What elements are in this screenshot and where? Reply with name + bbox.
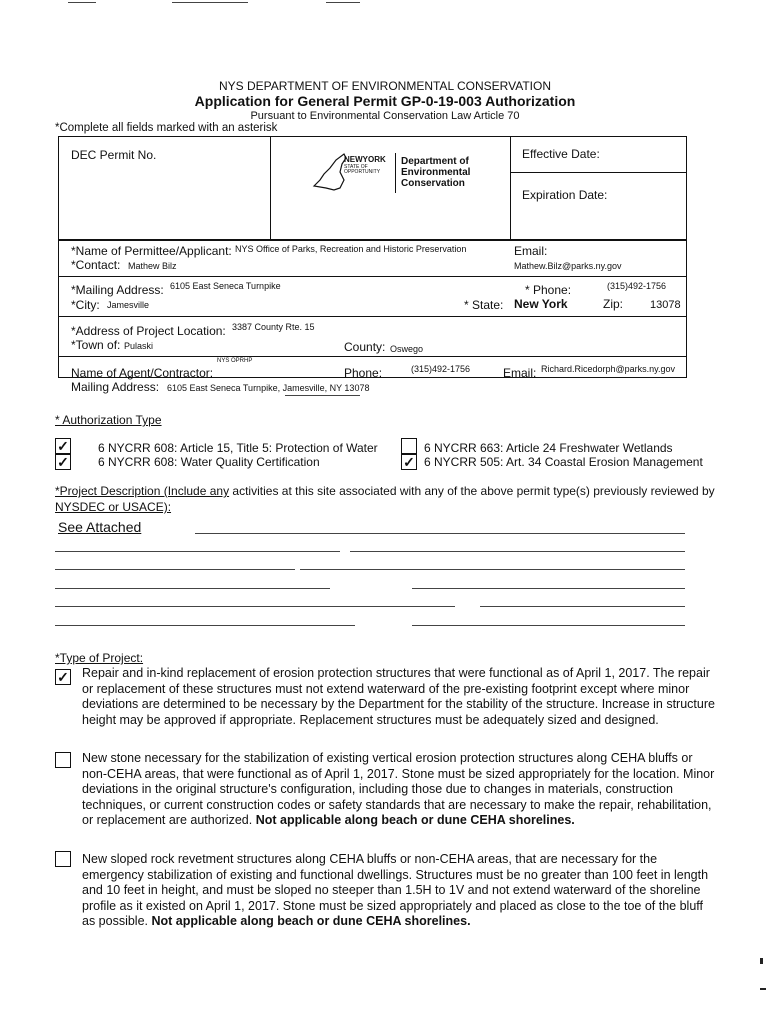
description-line[interactable] [412, 588, 685, 589]
auth-608-water-label: 6 NYCRR 608: Article 15, Title 5: Protection of Water [98, 441, 378, 455]
description-line[interactable] [195, 533, 685, 534]
logo-state: STATE OF [344, 164, 368, 170]
contact-label: *Contact: [71, 258, 121, 272]
logo-dept-line2: Environmental [401, 167, 471, 178]
phone-label: * Phone: [525, 283, 572, 297]
zip-label: Zip: [603, 297, 624, 311]
permittee-name-value[interactable]: NYS Office of Parks, Recreation and Historic Preservation [235, 244, 467, 254]
form-title: Application for General Permit GP-0-19-003 Authorization [194, 93, 576, 109]
agent-phone-label: Phone: [344, 366, 383, 380]
auth-505-coastal-checkbox[interactable]: ✓ [401, 454, 417, 470]
project-location-value[interactable]: 3387 County Rte. 15 [232, 322, 315, 332]
description-line[interactable] [300, 569, 685, 570]
project-description-value[interactable]: See Attached [58, 519, 142, 535]
form-subtitle: Pursuant to Environmental Conservation Law Article 70 [250, 110, 520, 122]
underline [285, 395, 360, 396]
new-stone-bold-note: Not applicable along beach or dune CEHA shorelines. [255, 813, 575, 827]
logo-dept-line3: Conservation [401, 178, 465, 189]
agent-mailing-value[interactable]: 6105 East Seneca Turnpike, Jamesville, NY 13078 [167, 383, 370, 393]
zip-value[interactable]: 13078 [650, 299, 681, 311]
revetment-bold-note: Not applicable along beach or dune CEHA shorelines. [151, 914, 471, 928]
agent-phone-value[interactable]: (315)492-1756 [411, 364, 471, 374]
divider [510, 172, 687, 173]
auth-663-wetlands-label: 6 NYCRR 663: Article 24 Freshwater Wetlands [424, 441, 673, 455]
project-type-repair-text: Repair and in-kind replacement of erosion protection structures that were functional as of April 1, 2017. The repair or replacement of these structures must not extend waterward of the pre-existing footprint except where minor deviations are determined to be necessary by the Department for the stability of the structure. Increase in structure height may be approved if appropriate. Replacement structures must be adequately sized and designed. [82, 666, 715, 727]
auth-663-wetlands-checkbox[interactable] [401, 438, 417, 454]
auth-608-wqc-checkbox[interactable]: ✓ [55, 454, 71, 470]
county-value[interactable]: Oswego [390, 344, 424, 354]
project-description-label-rest: activities at this site associated with any of the above permit type(s) previously reviewed by [229, 484, 715, 498]
project-type-revetment-text [82, 852, 717, 930]
town-value[interactable]: Pulaski [124, 341, 154, 351]
logo-newyork: NEWYORK [344, 155, 386, 164]
row-divider [58, 316, 687, 317]
agent-email-label: Email: [503, 366, 537, 380]
project-type-heading: *Type of Project: [55, 651, 144, 665]
row-divider [58, 356, 687, 357]
logo-dept-line1: Department of [401, 156, 469, 167]
state-value[interactable]: New York [514, 297, 568, 311]
nys-dec-logo [310, 150, 490, 198]
agent-email-value[interactable]: Richard.Ricedorph@parks.ny.gov [541, 364, 676, 374]
auth-505-coastal-label: 6 NYCRR 505: Art. 34 Coastal Erosion Management [424, 455, 703, 469]
asterisk-instruction: *Complete all fields marked with an asterisk [55, 122, 278, 134]
town-label: *Town of: [71, 338, 121, 352]
row-divider [58, 276, 687, 277]
auth-608-water-checkbox[interactable]: ✓ [55, 438, 71, 454]
description-line[interactable] [55, 588, 330, 589]
city-value[interactable]: Jamesville [107, 300, 150, 310]
agent-name-label: Name of Agent/Contractor: [71, 366, 214, 380]
project-type-new-stone-text [82, 751, 717, 829]
contact-value[interactable]: Mathew Bilz [128, 261, 177, 271]
mailing-address-value[interactable]: 6105 East Seneca Turnpike [170, 281, 281, 291]
description-line[interactable] [350, 551, 685, 552]
project-location-label: *Address of Project Location: [71, 324, 226, 338]
agent-name-value[interactable]: NYS OPRHP [217, 358, 253, 364]
agent-mailing-label: Mailing Address: [71, 380, 160, 394]
agency-name: NYS DEPARTMENT OF ENVIRONMENTAL CONSERVATION [218, 79, 552, 93]
permittee-email-value[interactable]: Mathew.Bilz@parks.ny.gov [514, 261, 622, 271]
divider [270, 136, 271, 240]
county-label: County: [344, 340, 386, 354]
phone-value[interactable]: (315)492-1756 [607, 281, 667, 291]
scan-mark [326, 2, 360, 3]
scan-mark [68, 2, 96, 3]
permittee-name-label: *Name of Permittee/Applicant: [71, 244, 232, 258]
auth-608-wqc-label: 6 NYCRR 608: Water Quality Certification [98, 455, 320, 469]
project-description-label [55, 484, 715, 498]
dec-permit-no-label: DEC Permit No. [71, 148, 157, 162]
description-line[interactable] [412, 625, 685, 626]
new-york-state-outline-icon [310, 150, 348, 194]
new-stone-text: New stone necessary for the stabilization of existing vertical erosion protection structures along CEHA bluffs or non-CEHA areas, that were functional as of April 1, 2017. Stone must be sized appropriately for the location. Minor deviations in the original structure's configuration, including those due to changes in materials, construction techniques, or current construction codes or safety standards that are necessary to make the repair, rehabilitation, or replacement are authorized. [82, 751, 715, 827]
project-type-new-stone-checkbox[interactable] [55, 752, 71, 768]
project-description-label-underlined: *Project Description (Include any [55, 484, 230, 498]
description-line[interactable] [55, 625, 355, 626]
scan-mark [760, 988, 766, 990]
description-line[interactable] [55, 551, 340, 552]
description-line[interactable] [480, 606, 685, 607]
description-line[interactable] [55, 606, 455, 607]
mailing-address-label: *Mailing Address: [71, 283, 164, 297]
authorization-type-heading: * Authorization Type [55, 413, 162, 427]
project-type-revetment-checkbox[interactable] [55, 851, 71, 867]
divider [510, 136, 511, 240]
state-label: * State: [464, 298, 504, 312]
logo-divider [395, 153, 396, 193]
city-label: *City: [71, 298, 100, 312]
permittee-email-label: Email: [514, 244, 548, 258]
project-description-label-line2: NYSDEC or USACE): [55, 500, 172, 514]
effective-date-label: Effective Date: [522, 147, 600, 161]
project-type-repair-checkbox[interactable]: ✓ [55, 669, 71, 685]
logo-department-text [401, 156, 470, 189]
logo-opportunity: OPPORTUNITY [344, 169, 381, 175]
scan-mark [172, 2, 248, 3]
description-line[interactable] [55, 569, 295, 570]
scan-mark [760, 958, 763, 964]
revetment-text: New sloped rock revetment structures along CEHA bluffs or non-CEHA areas, that are necessary for the emergency stabilization of existing and functional dwellings. Structures must be no greater than 100 feet in length and 10 feet in height, and must be sloped no steeper than 1.5H to 1V and not extend waterward of the shoreline profile as it existed on April 1, 2017. Stone must be sized appropriately and placed as close to the toe of the bluff as possible. [82, 852, 709, 928]
expiration-date-label: Expiration Date: [522, 188, 608, 202]
